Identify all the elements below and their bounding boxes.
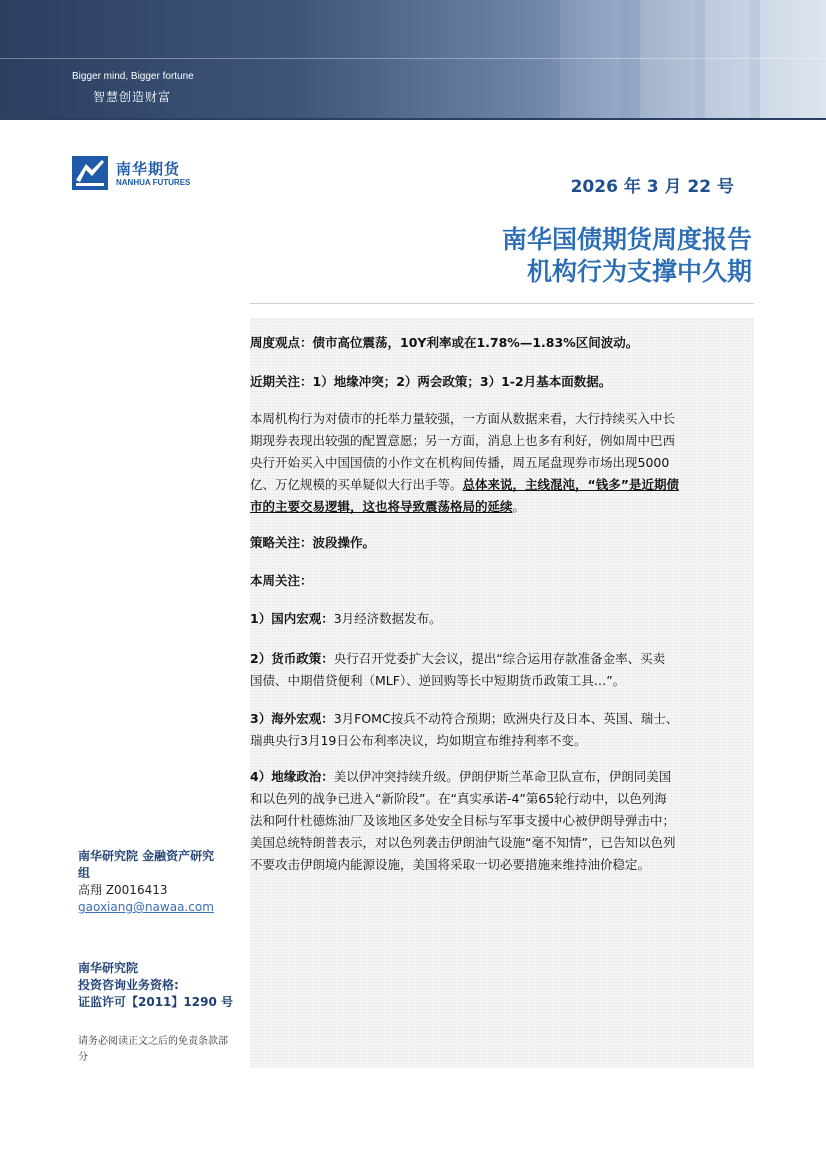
license-label: 投资咨询业务资格: [78,978,179,992]
overseas-macro: 3）海外宏观：3月FOMC按兵不动符合预期；欧洲央行及日本、英国、瑞士、 瑞典央行3月19日公布利率决议，均如期宣布维持利率不变。 [250,708,754,752]
weekly-view-label: 周度观点： [250,335,313,350]
license-number: 证监许可【2011】1290 号 [78,995,233,1009]
strategy-text: 波段操作。 [312,535,376,550]
nanhua-logo-icon [72,156,108,190]
weekly-view [250,332,754,354]
report-subtitle: 机构行为支撑中久期 [526,257,752,286]
strategy-focus [250,532,754,554]
team-name: 南华研究院 金融资产研究 [78,849,215,863]
geo-line: 不要攻击伊朗境内能源设施，美国将采取一切必要措施来维持油价稳定。 [250,857,651,872]
week-focus-label: 本周关注： [250,573,313,588]
analysis-paragraph [250,408,754,518]
org-name: 南华研究院 [78,961,139,975]
title-divider [250,303,754,304]
monetary-policy: 2）货币政策：央行召开党委扩大会议，提出“综合运用存款准备金率、买卖 国债、中期借贷便利（MLF）、逆回购等长中短期货币政策工具…”。 [250,648,754,692]
analysis-line: 央行开始买入中国国债的小作文在机构间传播，周五尾盘现券市场出现5000 [250,455,670,470]
strategy-label: 策略关注： [250,535,313,550]
geo-line: 法和阿什杜德炼油厂及该地区多处安全目标与军事支援中心被伊朗导弹击中； [250,813,676,828]
logo-name-en: NANHUA FUTURES [116,178,191,187]
author-email[interactable]: gaoxiang@nawaa.com [78,900,214,914]
analysis-summary: 总体来说，主线混沌，“钱多”是近期债 [462,477,679,492]
recent-focus [250,371,754,393]
domestic-text: 3月经济数据发布。 [333,611,442,626]
org-info [78,960,233,1011]
disclaimer-note [78,1034,228,1066]
analysis-line: 市的主要交易逻辑，这也将导致震荡格局的延续。 [250,499,526,514]
analysis-line: 本周机构行为对债市的托举力量较强，一方面从数据来看，大行持续买入中长 [250,411,676,426]
author: 高翔 Z0016413 [78,883,168,897]
recent-focus-label: 近期关注： [250,374,313,389]
monetary-line: 国债、中期借贷便利（MLF）、逆回购等长中短期货币政策工具…”。 [250,673,626,688]
overseas-line: 瑞典央行3月19日公布利率决议，均如期宣布维持利率不变。 [250,733,587,748]
geo-line: 和以色列的战争已进入“新阶段”。在“真实承诺-4”第65轮行动中，以色列海 [250,791,667,806]
monetary-label: 2）货币政策： [250,651,334,666]
recent-focus-text: 1）地缘冲突；2）两会政策；3）1-2月基本面数据。 [312,374,612,389]
disclaimer-line: 请务必阅读正文之后的免责条款部 [78,1036,228,1047]
logo-name-cn: 南华期货 [116,160,181,178]
header-banner [0,0,826,118]
report-title: 南华国债期货周度报告 [501,225,752,254]
geopolitics: 4）地缘政治：美以伊冲突持续升级。伊朗伊斯兰革命卫队宣布，伊朗同美国 和以色列的战争已进入“新阶段”。在“真实承诺-4”第65轮行动中，以色列海 法和阿什杜德炼油厂及该地区多处安全目标与军事支援中心被伊朗导弹击中； 美国总统特朗普表示，对以色列袭击伊朗油气设施“毫不知情”，已告知以色列 不要攻击伊朗境内能源设施，美国将采取一切必要措施来维持油价稳定。 [250,766,754,876]
geo-label: 4）地缘政治： [250,769,334,784]
banner-divider [0,118,826,120]
analysis-line: 亿、万亿规模的买单疑似大行出手等。总体来说，主线混沌，“钱多”是近期债 [250,477,679,492]
team-name-cont: 组 [78,866,91,880]
analysis-summary-cont: 市的主要交易逻辑，这也将导致震荡格局的延续 [250,499,513,514]
week-focus [250,570,754,592]
domestic-macro [250,608,754,630]
tagline-en: Bigger mind, Bigger fortune [72,71,194,82]
analysis-line: 期现券表现出较强的配置意愿；另一方面，消息上也多有利好，例如周中巴西 [250,433,676,448]
overseas-label: 3）海外宏观： [250,711,334,726]
research-team [78,848,214,916]
disclaimer-line: 分 [78,1052,88,1063]
geo-line: 美国总统特朗普表示，对以色列袭击伊朗油气设施“毫不知情”，已告知以色列 [250,835,676,850]
tagline-cn: 智慧创造财富 [93,90,172,104]
report-date: 2026 年 3 月 22 号 [570,177,734,197]
domestic-label: 1）国内宏观： [250,611,334,626]
report-body [250,318,754,1068]
weekly-view-text: 债市高位震荡，10Y利率或在1.78%—1.83%区间波动。 [312,335,639,350]
